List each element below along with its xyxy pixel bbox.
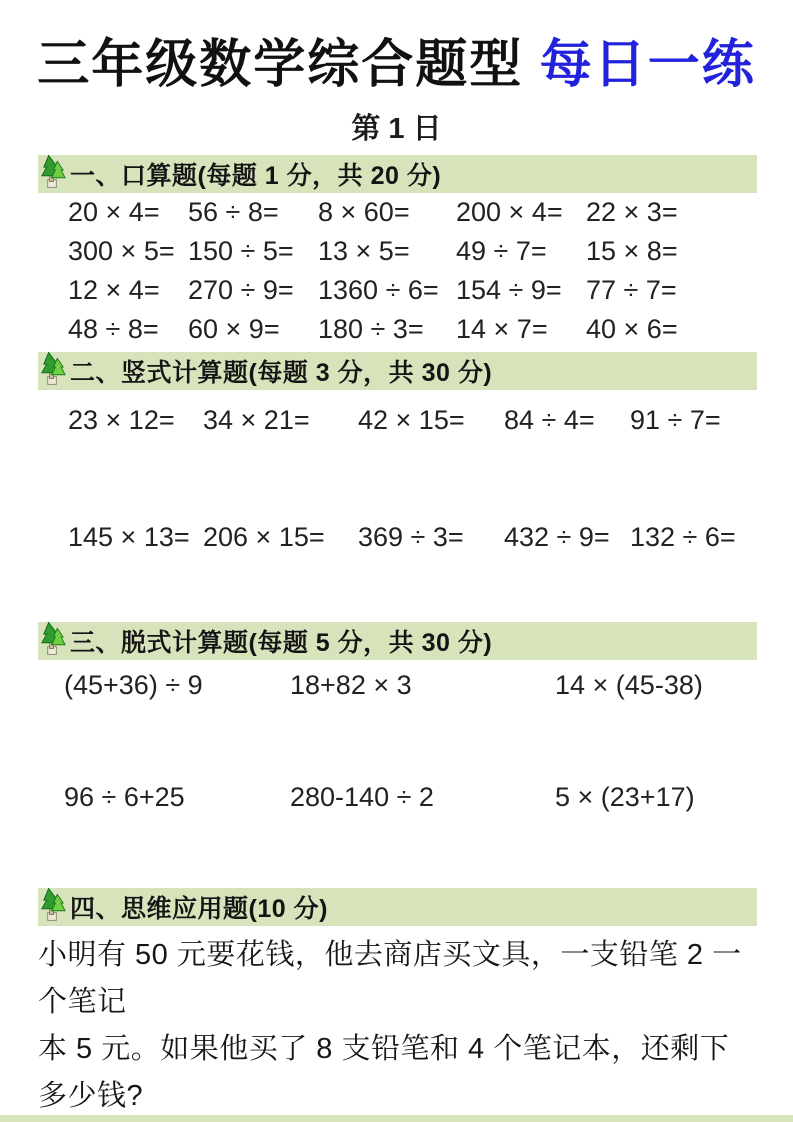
problem-item: 12 × 4= [68, 275, 160, 306]
tree-icon [39, 350, 66, 386]
problem-item: 56 ÷ 8= [188, 197, 279, 228]
problem-item: 150 ÷ 5= [188, 236, 294, 267]
problem-item: 1360 ÷ 6= [318, 275, 439, 306]
problem-item: 206 × 15= [203, 521, 325, 552]
mixed-calc-row [0, 777, 793, 817]
problem-item: 77 ÷ 7= [586, 275, 677, 306]
tree-icon [39, 620, 66, 656]
tree-icon [39, 153, 66, 189]
problem-item: 34 × 21= [203, 404, 310, 435]
oral-problems-row [0, 271, 793, 310]
problem-item: 84 ÷ 4= [504, 404, 595, 435]
oral-problems-row [0, 232, 793, 271]
day-label: 第 1 日 [351, 113, 442, 146]
section-1-banner [38, 155, 757, 193]
problem-item: 20 × 4= [68, 197, 160, 228]
mixed-calc-row [0, 665, 793, 705]
problem-item: 270 ÷ 9= [188, 275, 294, 306]
problem-item: 18+82 × 3 [290, 669, 412, 700]
problem-item: 22 × 3= [586, 197, 678, 228]
problem-item: 14 × 7= [456, 314, 548, 345]
problem-item: 42 × 15= [358, 404, 465, 435]
problem-item: 180 ÷ 3= [318, 314, 424, 345]
problem-item: 40 × 6= [586, 314, 678, 345]
problem-item: 132 ÷ 6= [630, 521, 736, 552]
problem-item: 91 ÷ 7= [630, 404, 721, 435]
problem-item: 145 × 13= [68, 521, 190, 552]
section-4-banner [38, 888, 757, 926]
tree-icon [39, 886, 66, 922]
section-4-heading: 四、思维应用题(10 分) [70, 895, 328, 924]
problem-item: 369 ÷ 3= [358, 521, 464, 552]
problem-item: 300 × 5= [68, 236, 175, 267]
footer-green-strip [0, 1115, 793, 1122]
page-title [0, 34, 793, 96]
page-title-accent: 每日一练 [539, 36, 756, 94]
section-2-banner [38, 352, 757, 390]
problem-item: 13 × 5= [318, 236, 410, 267]
problem-item: 49 ÷ 7= [456, 236, 547, 267]
section-1-heading: 一、口算题(每题 1 分，共 20 分) [70, 162, 442, 191]
word-problem-text [38, 932, 755, 1120]
problem-item: 23 × 12= [68, 404, 175, 435]
problem-item: 432 ÷ 9= [504, 521, 610, 552]
problem-item: 8 × 60= [318, 197, 410, 228]
vertical-calc-row [0, 400, 793, 440]
word-problem-line: 本 5 元。如果他买了 8 支铅笔和 4 个笔记本，还剩下多少钱? [38, 1033, 730, 1113]
problem-item: 15 × 8= [586, 236, 678, 267]
page-title-main: 三年级数学综合题型 [37, 36, 524, 94]
problem-item: 60 × 9= [188, 314, 280, 345]
problem-item: 200 × 4= [456, 197, 563, 228]
problem-item: 280-140 ÷ 2 [290, 781, 434, 812]
oral-problems-row [0, 310, 793, 349]
vertical-calc-row [0, 517, 793, 557]
section-3-heading: 三、脱式计算题(每题 5 分，共 30 分) [70, 629, 493, 658]
section-3-banner [38, 622, 757, 660]
problem-item: 5 × (23+17) [555, 781, 695, 812]
problem-item: 48 ÷ 8= [68, 314, 159, 345]
problem-item: 154 ÷ 9= [456, 275, 562, 306]
word-problem-line: 小明有 50 元要花钱，他去商店买文具，一支铅笔 2 一个笔记 [38, 939, 742, 1019]
problem-item: 96 ÷ 6+25 [64, 781, 185, 812]
section-2-heading: 二、竖式计算题(每题 3 分，共 30 分) [70, 359, 493, 388]
problem-item: (45+36) ÷ 9 [64, 669, 203, 700]
oral-problems-row [0, 193, 793, 232]
problem-item: 14 × (45-38) [555, 669, 703, 700]
